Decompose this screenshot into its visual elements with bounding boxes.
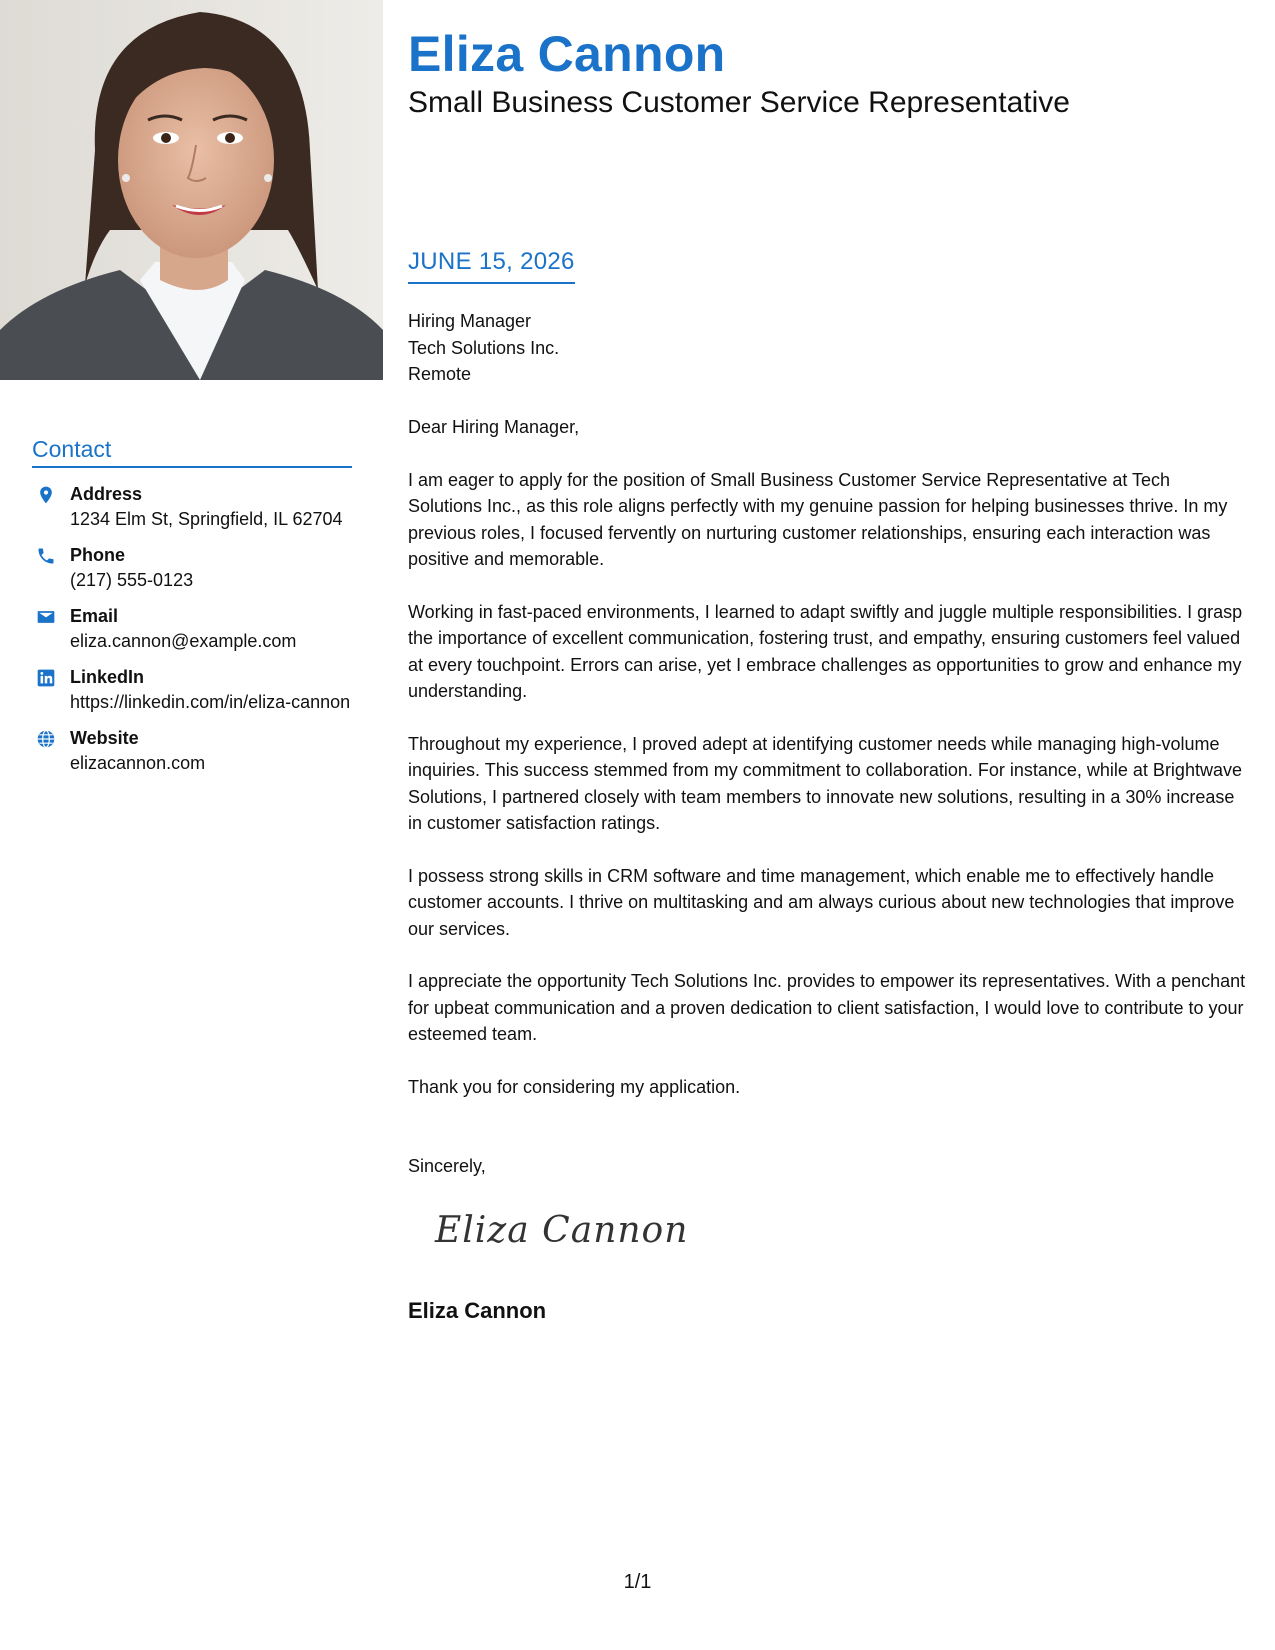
phone-value: (217) 555-0123	[70, 570, 194, 590]
letter-paragraph: I appreciate the opportunity Tech Solutions Inc. provides to empower its representatives. With a penchant for upbeat communication and a proven dedication to client satisfaction, I would love to contribute to your esteemed team.	[408, 971, 1246, 1044]
contact-label: Website	[70, 728, 139, 748]
contact-website	[32, 726, 352, 776]
contact-sidebar	[32, 436, 352, 787]
job-title: Small Business Customer Service Representative	[408, 86, 1070, 119]
letter-paragraph: I possess strong skills in CRM software and time management, which enable me to effectively handle customer accounts. I thrive on multitasking and am always curious about new technologies that improve our services.	[408, 865, 1235, 939]
contact-linkedin	[32, 665, 352, 715]
contact-label: Address	[70, 484, 143, 504]
letter-date: JUNE 15, 2026	[408, 248, 575, 284]
letter-paragraph: Thank you for considering my application.	[408, 1076, 741, 1097]
recipient-line: Hiring Manager	[408, 311, 532, 331]
applicant-name: Eliza Cannon	[408, 26, 726, 82]
recipient-line: Remote	[408, 364, 472, 384]
contact-label: Email	[70, 606, 119, 626]
page-number: 1/1	[623, 1571, 652, 1593]
letter-paragraph: Throughout my experience, I proved adept at identifying customer needs while managing high-volume inquiries. This success stemmed from my commitment to collaboration. For instance, while at Brightwave Solutions, I partnered closely with team members to innovate new solutions, resulting in a 30% increase in customer satisfaction ratings.	[408, 733, 1242, 833]
contact-label: Phone	[70, 545, 126, 565]
handwritten-signature: Eliza Cannon	[435, 1210, 689, 1251]
contact-label: LinkedIn	[70, 667, 145, 687]
contact-email	[32, 604, 352, 654]
closing: Sincerely,	[408, 1156, 486, 1176]
email-value[interactable]: eliza.cannon@example.com	[70, 631, 297, 651]
globe-icon	[36, 729, 56, 749]
contact-address	[32, 482, 352, 532]
letter-paragraph: I am eager to apply for the position of Small Business Customer Service Representative at Tech Solutions Inc., as this role aligns perfectly with my genuine passion for helping businesses thrive. In my previous roles, I focused fervently on nurturing customer relationships, ensuring each interaction was positive and memorable.	[408, 469, 1228, 569]
letter-paragraph: Working in fast-paced environments, I learned to adapt swiftly and juggle multiple responsibilities. I grasp the importance of excellent communication, fostering trust, and empathy, ensuring customers feel valued at every touchpoint. Errors can arise, yet I embrace challenges as opportunities to grow and enhance my understanding.	[408, 601, 1243, 701]
recipient-block	[408, 308, 559, 388]
contact-heading: Contact	[32, 436, 352, 468]
website-value[interactable]: elizacannon.com	[70, 753, 206, 773]
recipient-line: Tech Solutions Inc.	[408, 337, 560, 358]
linkedin-value[interactable]: https://linkedin.com/in/eliza-cannon	[70, 692, 351, 712]
linkedin-icon	[36, 668, 56, 688]
letter-body	[408, 414, 1248, 1126]
phone-icon	[36, 546, 56, 566]
letter-header	[408, 24, 1248, 122]
contact-phone	[32, 543, 352, 593]
email-icon	[36, 607, 56, 627]
profile-photo	[0, 0, 383, 380]
address-value: 1234 Elm St, Springfield, IL 62704	[70, 509, 343, 529]
portrait-illustration	[0, 0, 383, 380]
signer-name: Eliza Cannon	[408, 1298, 547, 1323]
location-pin-icon	[36, 485, 56, 505]
salutation: Dear Hiring Manager,	[408, 417, 580, 437]
